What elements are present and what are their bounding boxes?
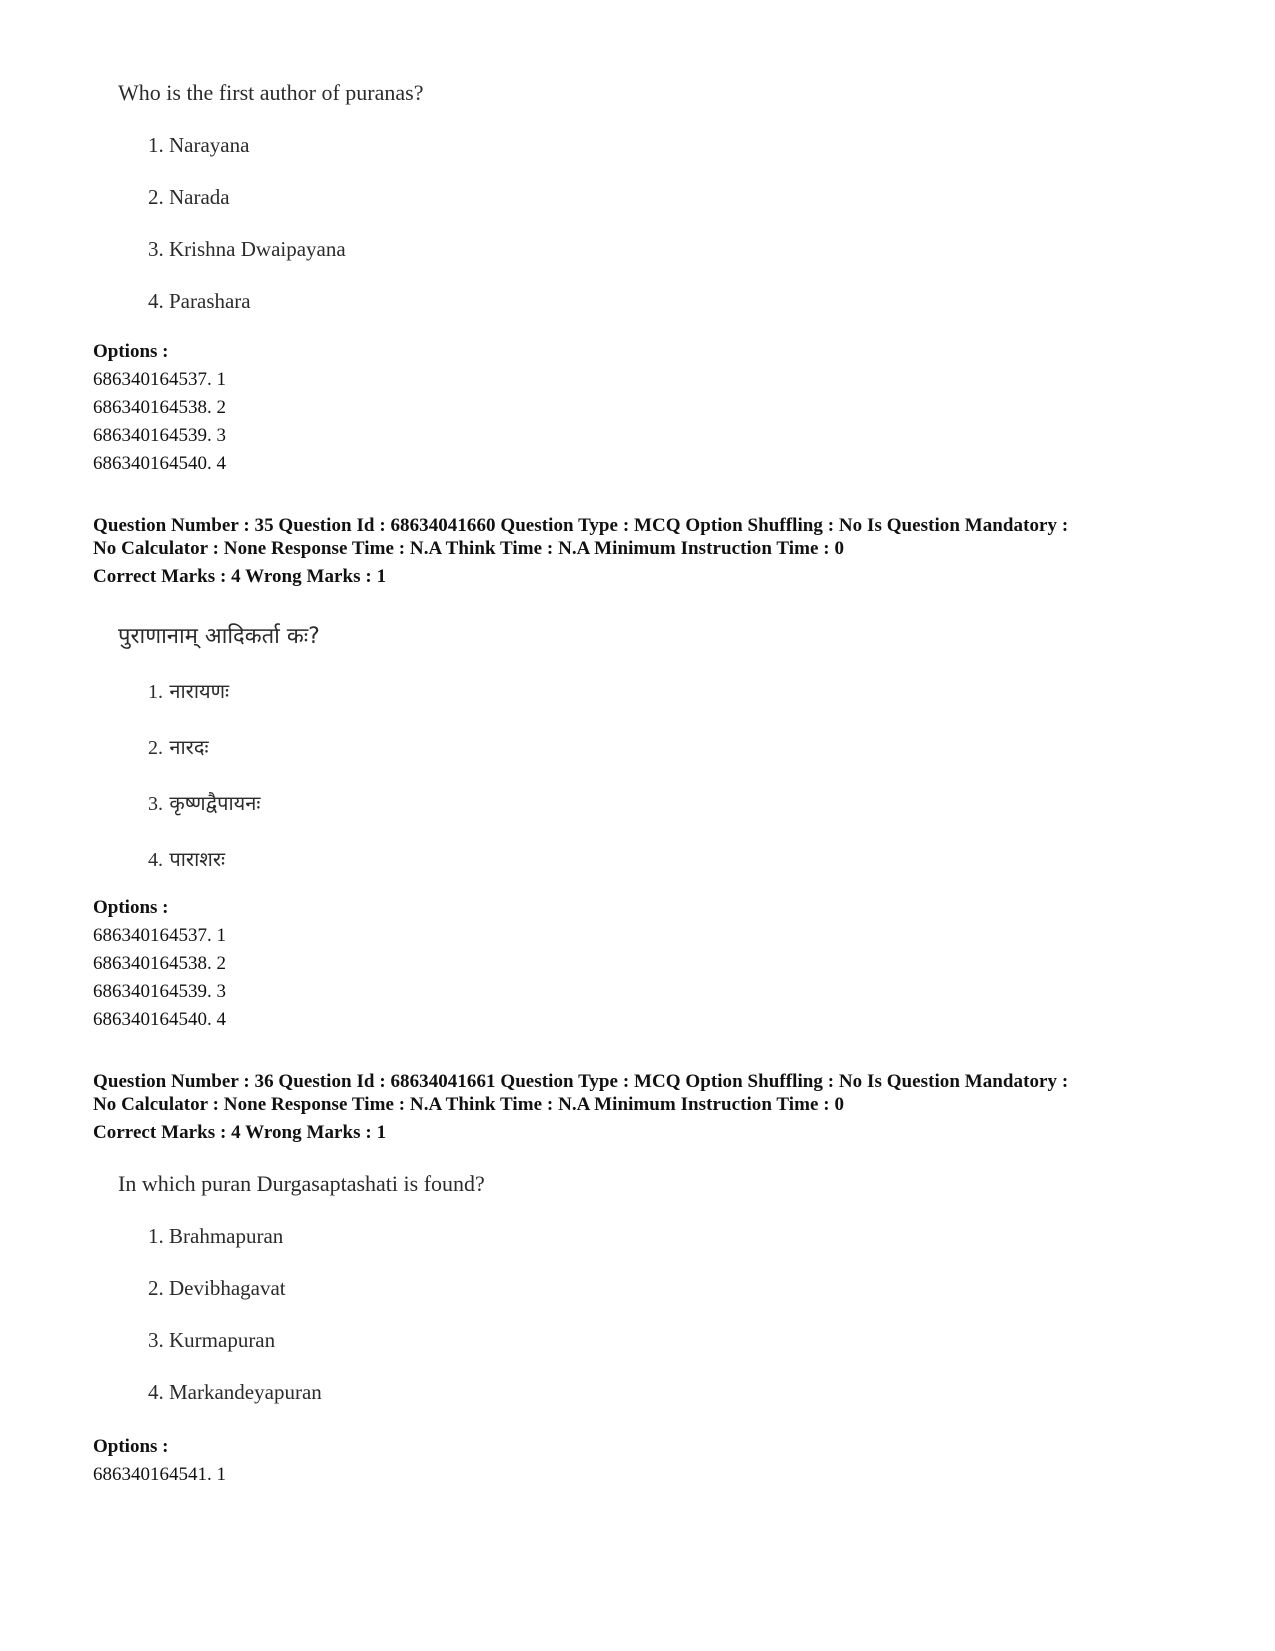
- choice-number: 1.: [148, 681, 163, 703]
- question-35-marks: Correct Marks : 4 Wrong Marks : 1: [93, 566, 387, 587]
- question-34-choice-4: [148, 289, 251, 314]
- choice-text: Krishna Dwaipayana: [169, 237, 346, 261]
- question-34-choice-3: [148, 237, 346, 262]
- choice-text: कृष्णद्वैपायनः: [169, 791, 261, 815]
- question-36-meta-line-2: No Calculator : None Response Time : N.A Think Time : N.A Minimum Instruction Time : 0: [93, 1094, 844, 1115]
- question-36-choice-4: [148, 1380, 322, 1405]
- question-34-option-2: 686340164538. 2: [93, 397, 226, 418]
- choice-number: 3.: [148, 237, 164, 261]
- choice-text: Brahmapuran: [169, 1224, 284, 1248]
- question-36-marks: Correct Marks : 4 Wrong Marks : 1: [93, 1122, 387, 1143]
- choice-text: Markandeyapuran: [169, 1380, 322, 1404]
- question-35-option-2: 686340164538. 2: [93, 953, 226, 974]
- question-35-choice-3: [148, 789, 260, 816]
- choice-text: Parashara: [169, 289, 251, 313]
- question-36-choice-1: [148, 1224, 283, 1249]
- question-35-option-1: 686340164537. 1: [93, 925, 226, 946]
- question-35-options-label: Options :: [93, 897, 169, 918]
- question-35-text: पुराणानाम् आदिकर्ता कः?: [118, 624, 320, 649]
- question-35-option-4: 686340164540. 4: [93, 1009, 226, 1030]
- choice-number: 1.: [148, 133, 164, 157]
- question-34-options-label: Options :: [93, 341, 169, 362]
- question-34-option-1: 686340164537. 1: [93, 369, 226, 390]
- choice-text: पाराशरः: [169, 847, 226, 871]
- choice-number: 3.: [148, 1328, 164, 1352]
- question-35-option-3: 686340164539. 3: [93, 981, 226, 1002]
- question-34-option-4: 686340164540. 4: [93, 453, 226, 474]
- choice-text: नारदः: [169, 735, 209, 759]
- question-36-text: In which puran Durgasaptashati is found?: [118, 1171, 485, 1196]
- question-35-choice-4: [148, 845, 225, 872]
- question-34-choice-1: [148, 133, 249, 158]
- choice-number: 3.: [148, 793, 163, 815]
- choice-number: 1.: [148, 1224, 164, 1248]
- choice-text: नारायणः: [169, 679, 230, 703]
- question-34-option-3: 686340164539. 3: [93, 425, 226, 446]
- choice-number: 2.: [148, 1276, 164, 1300]
- question-36-meta-line-1: Question Number : 36 Question Id : 68634041661 Question Type : MCQ Option Shuffling : No Is Question Mandatory :: [93, 1071, 1069, 1092]
- choice-text: Narayana: [169, 133, 250, 157]
- choice-number: 4.: [148, 289, 164, 313]
- question-36-options-label: Options :: [93, 1436, 169, 1457]
- choice-number: 2.: [148, 737, 163, 759]
- choice-text: Devibhagavat: [169, 1276, 286, 1300]
- question-36-choice-2: [148, 1276, 286, 1301]
- question-35-meta-line-2: No Calculator : None Response Time : N.A Think Time : N.A Minimum Instruction Time : 0: [93, 538, 844, 559]
- question-36-option-1: 686340164541. 1: [93, 1464, 226, 1485]
- question-35-choice-2: [148, 733, 208, 760]
- choice-text: Kurmapuran: [169, 1328, 276, 1352]
- choice-number: 2.: [148, 185, 164, 209]
- question-36-choice-3: [148, 1328, 275, 1353]
- choice-number: 4.: [148, 849, 163, 871]
- question-35-choice-1: [148, 677, 229, 704]
- question-34-choice-2: [148, 185, 230, 210]
- question-34-text: Who is the first author of puranas?: [118, 80, 424, 105]
- choice-text: Narada: [169, 185, 230, 209]
- question-35-meta-line-1: Question Number : 35 Question Id : 68634041660 Question Type : MCQ Option Shuffling : No Is Question Mandatory :: [93, 515, 1069, 536]
- choice-number: 4.: [148, 1380, 164, 1404]
